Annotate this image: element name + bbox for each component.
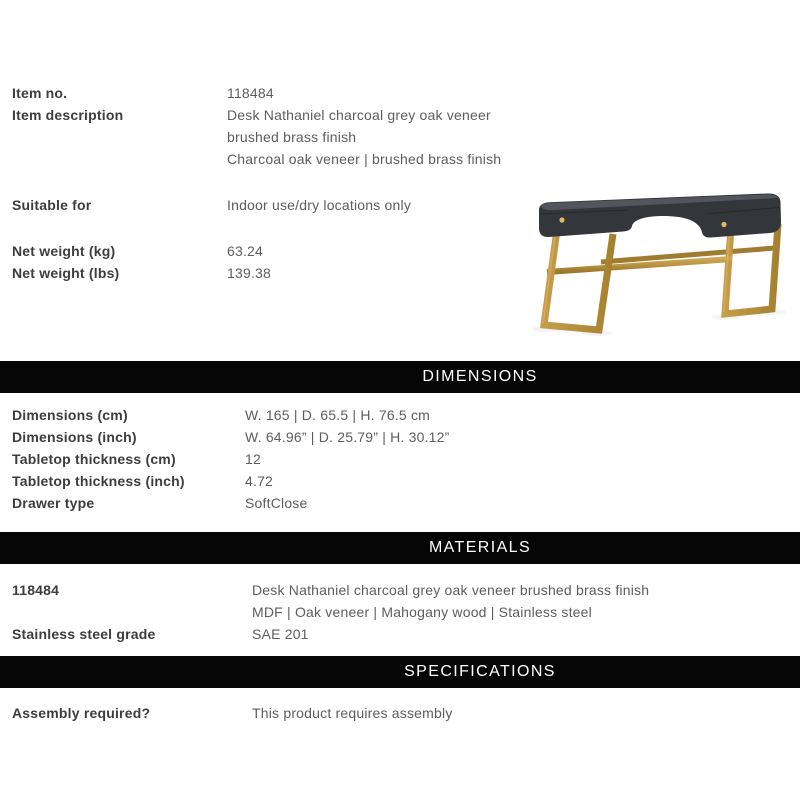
row-label: Stainless steel grade (12, 626, 156, 642)
value-line: 139.38 (227, 265, 272, 281)
info-row-suitable-for (12, 194, 527, 216)
materials-block (12, 579, 772, 645)
dim-row-drawer-type (12, 492, 652, 514)
value-line: MDF | Oak veneer | Mahogany wood | Stainless steel (252, 604, 592, 620)
info-row-item-description (12, 104, 527, 170)
section-title: MATERIALS (428, 539, 532, 556)
info-row-net-weight-kg (12, 240, 527, 262)
section-header-dimensions (0, 361, 800, 393)
dimensions-block (12, 404, 652, 514)
mat-row-steel-grade (12, 623, 772, 645)
dim-row-tabletop-cm (12, 448, 652, 470)
row-label: Drawer type (12, 495, 95, 511)
desk-legs-brass (543, 224, 778, 330)
row-value (227, 104, 527, 170)
row-value (227, 240, 527, 262)
dim-row-tabletop-inch (12, 470, 652, 492)
value-line: Desk Nathaniel charcoal grey oak veneer brushed brass finish (252, 582, 650, 598)
specifications-block (12, 702, 652, 724)
row-label: Tabletop thickness (inch) (12, 473, 185, 489)
mat-row-item (12, 579, 772, 623)
drawer-knob-right (721, 222, 726, 227)
info-row-item-no (12, 82, 527, 104)
row-label: Tabletop thickness (cm) (12, 451, 176, 467)
row-value: W. 64.96” | D. 25.79” | H. 30.12” (245, 429, 450, 445)
row-label: Assembly required? (12, 705, 151, 721)
value-line: Indoor use/dry locations only (227, 197, 412, 213)
row-value: SAE 201 (252, 626, 309, 642)
row-label: Suitable for (12, 197, 92, 213)
spacer (12, 170, 527, 194)
section-header-specifications (0, 656, 800, 688)
value-line: Charcoal oak veneer | brushed brass finish (227, 151, 502, 167)
desk-top (539, 193, 781, 237)
drawer-knob-left (559, 217, 564, 222)
row-label: Net weight (kg) (12, 243, 116, 259)
row-label: Net weight (lbs) (12, 265, 120, 281)
row-value: SoftClose (245, 495, 308, 511)
section-header-materials (0, 532, 800, 564)
row-value: 12 (245, 451, 261, 467)
spacer (12, 216, 527, 240)
product-image-desk (533, 190, 788, 345)
row-value (252, 579, 772, 623)
row-value (227, 194, 527, 216)
row-label: Dimensions (inch) (12, 429, 137, 445)
row-value (227, 262, 527, 284)
row-label: 118484 (12, 582, 60, 598)
dim-row-inch (12, 426, 652, 448)
row-label: Dimensions (cm) (12, 407, 128, 423)
row-value: 4.72 (245, 473, 274, 489)
row-label: Item no. (12, 85, 68, 101)
value-line: 118484 (227, 85, 274, 101)
row-value (227, 82, 527, 104)
row-value: W. 165 | D. 65.5 | H. 76.5 cm (245, 407, 431, 423)
value-line: 63.24 (227, 243, 264, 259)
row-label: Item description (12, 107, 124, 123)
spec-row-assembly (12, 702, 652, 724)
dim-row-cm (12, 404, 652, 426)
section-title: DIMENSIONS (422, 368, 538, 385)
product-info-block (12, 82, 527, 284)
value-line: Desk Nathaniel charcoal grey oak veneer brushed brass finish (227, 107, 491, 145)
section-title: SPECIFICATIONS (404, 663, 556, 680)
info-row-net-weight-lbs (12, 262, 527, 284)
row-value: This product requires assembly (252, 705, 453, 721)
